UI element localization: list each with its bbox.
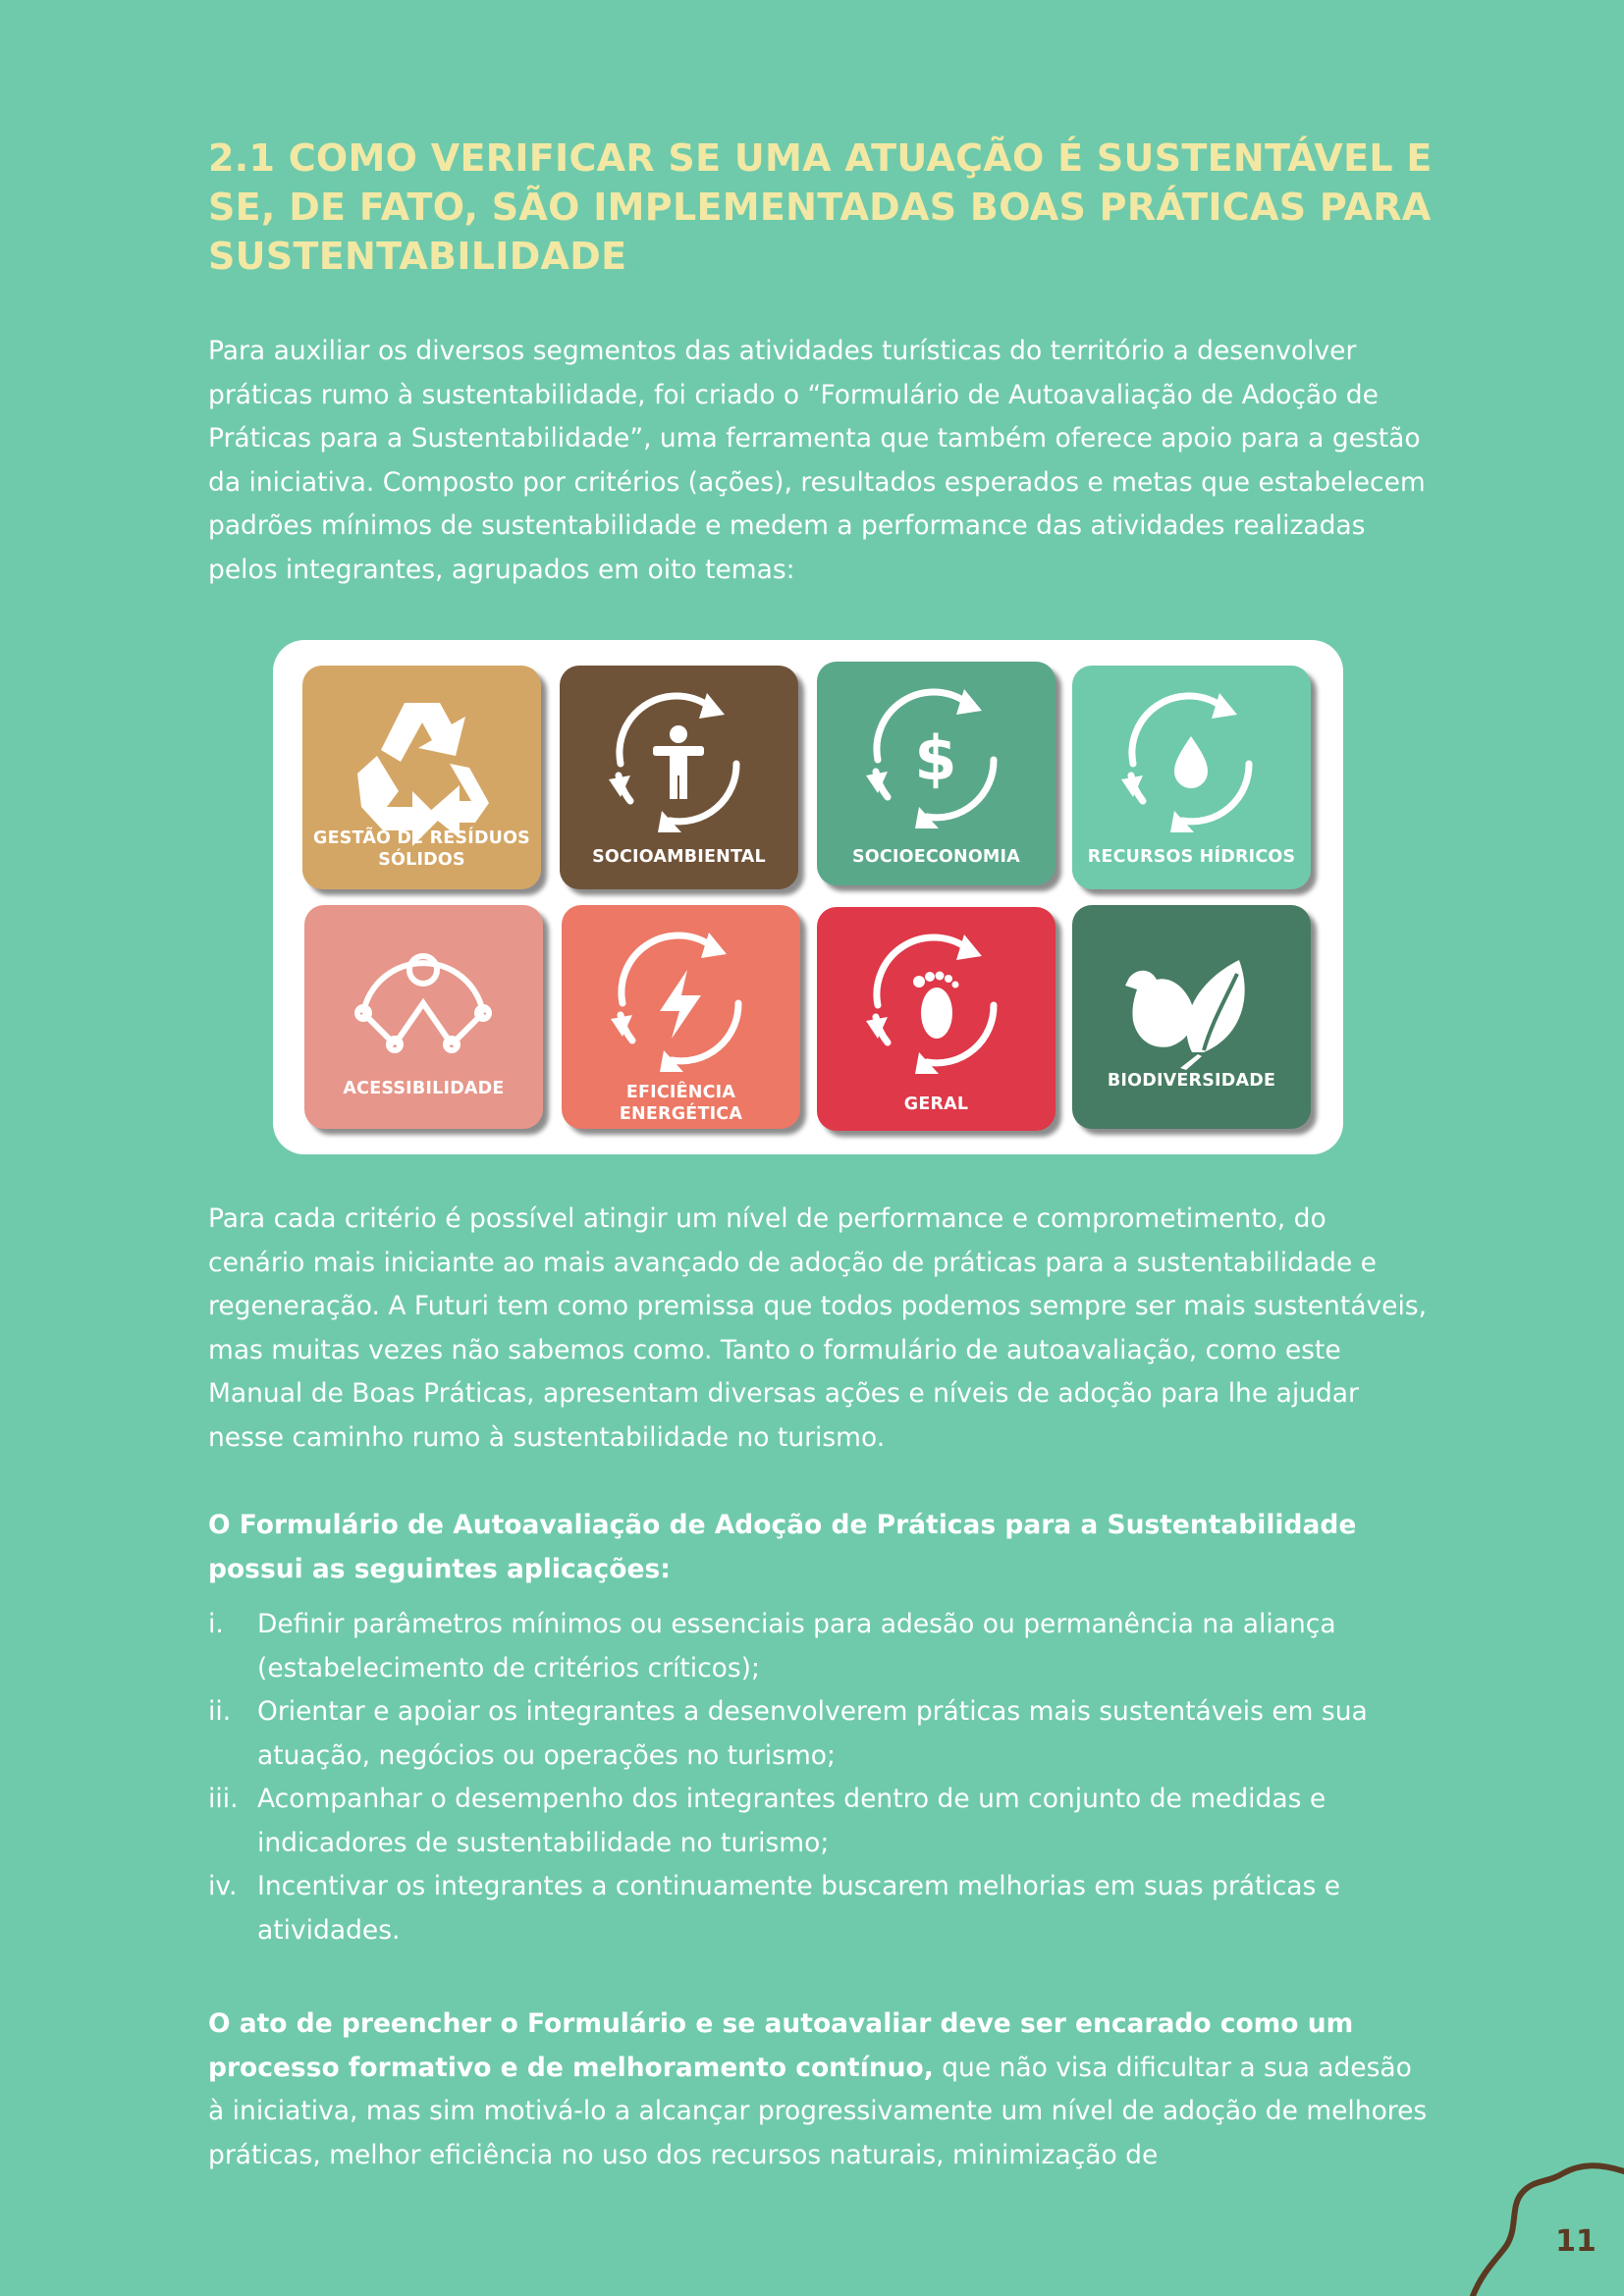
theme-label: SOCIOECONOMIA [852,847,1020,867]
theme-label: RECURSOS HÍDRICOS [1087,847,1296,867]
theme-label: BIODIVERSIDADE [1107,1071,1276,1091]
list-item [208,1603,1431,1690]
list-item [208,1690,1431,1778]
theme-tile-socioambiental [560,666,798,889]
list-item-number: ii. [208,1696,232,1727]
list-item-number: iv. [208,1871,238,1901]
list-item-text: Acompanhar o desempenho dos integrantes dentro de um conjunto de medidas e indicadores de sustentabilidade no turismo; [257,1784,1326,1858]
theme-tile-eficiencia-energetica [562,905,800,1129]
list-item-number: iii. [208,1784,239,1814]
bird-leaf-icon [1072,905,1311,1129]
theme-tile-biodiversidade [1072,905,1311,1129]
applications-list [208,1603,1431,1952]
theme-label: GERAL [903,1095,969,1114]
list-item-text: Definir parâmetros mínimos ou essenciais para adesão ou permanência na aliança (estabelecimento de critérios críticos); [257,1609,1336,1683]
theme-tile-socioeconomia [817,662,1056,885]
theme-label: SOCIOAMBIENTAL [592,847,766,867]
closing-text: que não visa dificultar a sua adesão à iniciativa, mas sim motivá-lo a alcançar progressivamente um nível de adoção de melhores práticas, melhor eficiência no uso dos recursos naturais, minimização de [208,2052,1428,2170]
theme-tile-recursos-hidricos [1072,666,1311,889]
list-item [208,1865,1431,1952]
theme-tile-acessibilidade [304,905,543,1129]
themes-panel [273,640,1343,1154]
intro-paragraph: Para auxiliar os diversos segmentos das atividades turísticas do território a desenvolver práticas rumo à sustentabilidade, foi criado o “Formulário de Autoavaliação de Adoção de Práticas para a Sustentabilidade”, uma ferramenta que também oferece apoio para a gestão da iniciativa. Composto por critérios (ações), resultados esperados e metas que estabelecem padrões mínimos de sustentabilidade e medem a performance das atividades realizadas pelos integrantes, agrupados em oito temas: [208,336,1426,585]
list-item [208,1778,1431,1865]
page-number: 11 [1555,2224,1597,2259]
performance-paragraph: Para cada critério é possível atingir um nível de performance e comprometimento, do cenário mais iniciante ao mais avançado de adoção de práticas para a sustentabilidade e regeneração. A Futuri tem como premissa que todos podemos sempre ser mais sustentáveis, mas muitas vezes não sabemos como. Tanto o formulário de autoavaliação, como este Manual de Boas Práticas, apresentam diversas ações e níveis de adoção para lhe ajudar nesse caminho rumo à sustentabilidade no turismo. [208,1203,1428,1453]
closing-bold-text: O ato de preencher o Formulário e se autoavaliar deve ser encarado como um processo formativo e de melhoramento contínuo, [208,2008,1354,2083]
list-item-text: Orientar e apoiar os integrantes a desenvolverem práticas mais sustentáveis em sua atuação, negócios ou operações no turismo; [257,1696,1368,1771]
list-item-text: Incentivar os integrantes a continuamente buscarem melhorias em suas práticas e atividades. [257,1871,1341,1946]
theme-tile-residuos [302,666,541,889]
corner-decoration [1453,2150,1624,2296]
svg-text:$: $ [914,722,957,794]
theme-label: EFICIÊNCIA ENERGÉTICA [619,1083,743,1124]
closing-paragraph [208,2002,1431,2177]
theme-label: ACESSIBILIDADE [343,1079,505,1098]
theme-tile-geral [817,907,1056,1131]
applications-heading: O Formulário de Autoavaliação de Adoção de Práticas para a Sustentabilidade possui as seguintes aplicações: [208,1510,1357,1584]
list-item-number: i. [208,1609,224,1639]
section-title: 2.1 COMO VERIFICAR SE UMA ATUAÇÃO É SUSTENTÁVEL E SE, DE FATO, SÃO IMPLEMENTADAS BOAS PRÁTICAS PARA SUSTENTABILIDADE [208,136,1433,278]
theme-label: GESTÃO DE RESÍDUOS SÓLIDOS [313,828,530,870]
